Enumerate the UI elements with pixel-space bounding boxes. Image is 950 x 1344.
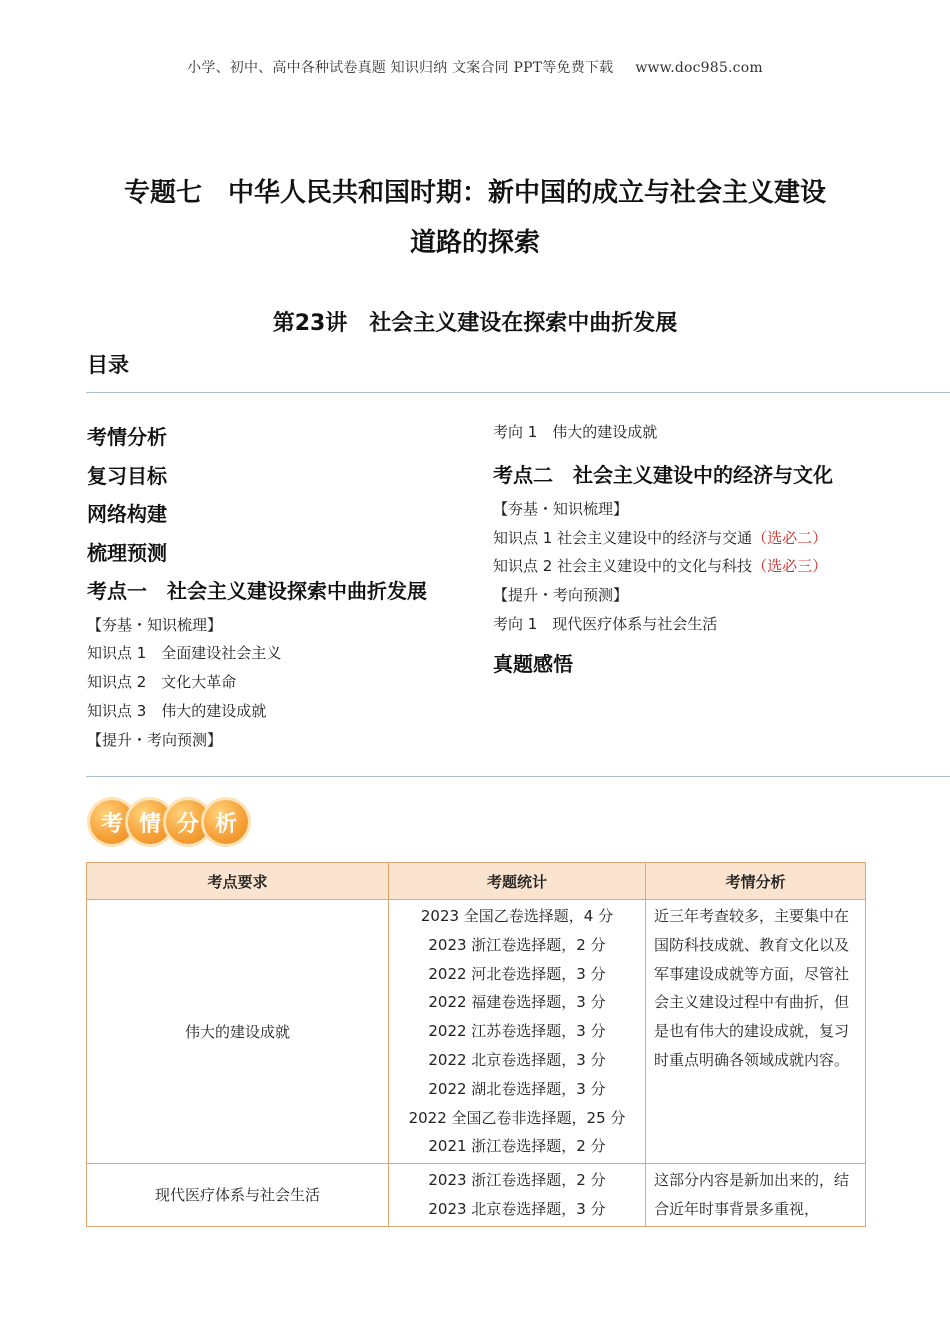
stat-line: 2023 浙江卷选择题，2 分 (428, 1171, 606, 1190)
stat-line: 2022 湖北卷选择题，3 分 (428, 1079, 606, 1098)
toc-subitem[interactable] (493, 552, 873, 581)
toc-subitem[interactable]: 考向 1 现代医疗体系与社会生活 (493, 614, 718, 633)
elective-note: （选必二） (752, 528, 828, 547)
stat-line: 2023 北京卷选择题，3 分 (428, 1199, 606, 1218)
toc-subitem-label: 知识点 1 社会主义建设中的经济与交通 (493, 528, 753, 547)
toc-subitem[interactable]: 知识点 1 全面建设社会主义 (87, 644, 282, 663)
badge-char: 考 (90, 800, 134, 844)
requirement-cell: 伟大的建设成就 (87, 900, 389, 1164)
stat-line: 2021 浙江卷选择题，2 分 (428, 1137, 606, 1156)
toc-subitem[interactable]: 【提升・考向预测】 (493, 586, 629, 605)
toc-subitem-label: 知识点 2 社会主义建设中的文化与科技 (493, 557, 753, 576)
requirement-cell: 现代医疗体系与社会生活 (87, 1164, 389, 1227)
analysis-cell: 这部分内容是新加出来的，结合近年时事背景多重视， (646, 1164, 866, 1227)
toc-item-review-forecast[interactable]: 梳理预测 (87, 540, 167, 565)
toc-subitem[interactable]: 知识点 3 伟大的建设成就 (87, 701, 267, 720)
toc-bottom-divider (86, 776, 950, 777)
header-text: 小学、初中、高中各种试卷真题 知识归纳 文案合同 PPT等免费下载 (187, 60, 614, 76)
table-row (87, 900, 866, 1164)
column-header: 考情分析 (646, 863, 866, 900)
statistics-cell (389, 900, 646, 1164)
elective-note: （选必三） (752, 557, 828, 576)
stat-line: 2022 江苏卷选择题，3 分 (428, 1022, 606, 1041)
table-row (87, 1164, 866, 1227)
badge-char: 分 (166, 800, 210, 844)
stat-line: 2022 北京卷选择题，3 分 (428, 1050, 606, 1069)
toc-item-network[interactable]: 网络构建 (87, 502, 167, 526)
toc-item-point-two[interactable]: 考点二 社会主义建设中的经济与文化 (493, 462, 833, 487)
toc-top-divider (86, 392, 950, 393)
toc-subitem[interactable]: 考向 1 伟大的建设成就 (493, 423, 658, 441)
statistics-cell (389, 1164, 646, 1227)
exam-analysis-table (86, 862, 866, 1227)
stat-line: 2023 全国乙卷选择题，4 分 (420, 907, 614, 925)
toc-item-point-one[interactable]: 考点一 社会主义建设探索中曲折发展 (87, 579, 427, 603)
analysis-cell: 近三年考查较多，主要集中在国防科技成就、教育文化以及军事建设成就等方面，尽管社会主义建设过程中有曲折，但是也有伟大的建设成就，复习时重点明确各领域成就内容。 (646, 900, 866, 1164)
toc-right-column (493, 418, 873, 683)
page-header (0, 57, 950, 77)
toc-heading: 目录 (87, 353, 129, 377)
title-line-2: 道路的探索 (409, 228, 540, 258)
column-header: 考题统计 (389, 863, 646, 900)
lecture-title: 第23讲 社会主义建设在探索中曲折发展 (272, 311, 678, 336)
toc-left-column (87, 418, 477, 754)
toc-item-review-goals[interactable]: 复习目标 (87, 463, 167, 488)
title-line-1: 专题七 中华人民共和国时期：新中国的成立与社会主义建设 (123, 178, 826, 208)
toc-item-real-questions[interactable]: 真题感悟 (493, 651, 573, 676)
header-url[interactable]: www.doc985.com (635, 60, 763, 76)
badge-char: 析 (204, 800, 248, 844)
column-header: 考点要求 (87, 863, 389, 900)
table-header-row (87, 863, 866, 900)
toc-subitem[interactable]: 【夯基・知识梳理】 (87, 615, 223, 634)
badge-char: 情 (128, 800, 172, 844)
stat-line: 2022 全国乙卷非选择题，25 分 (408, 1108, 626, 1127)
toc-subitem[interactable] (493, 524, 873, 553)
toc-item-exam-analysis[interactable]: 考情分析 (87, 425, 167, 449)
stat-line: 2023 浙江卷选择题，2 分 (428, 935, 606, 954)
stat-line: 2022 福建卷选择题，3 分 (428, 993, 606, 1012)
stat-line: 2022 河北卷选择题，3 分 (428, 964, 606, 983)
toc-subitem[interactable]: 【夯基・知识梳理】 (493, 499, 629, 518)
toc-subitem[interactable]: 知识点 2 文化大革命 (87, 673, 237, 692)
document-title (70, 168, 880, 268)
toc-subitem[interactable]: 【提升・考向预测】 (87, 730, 223, 749)
